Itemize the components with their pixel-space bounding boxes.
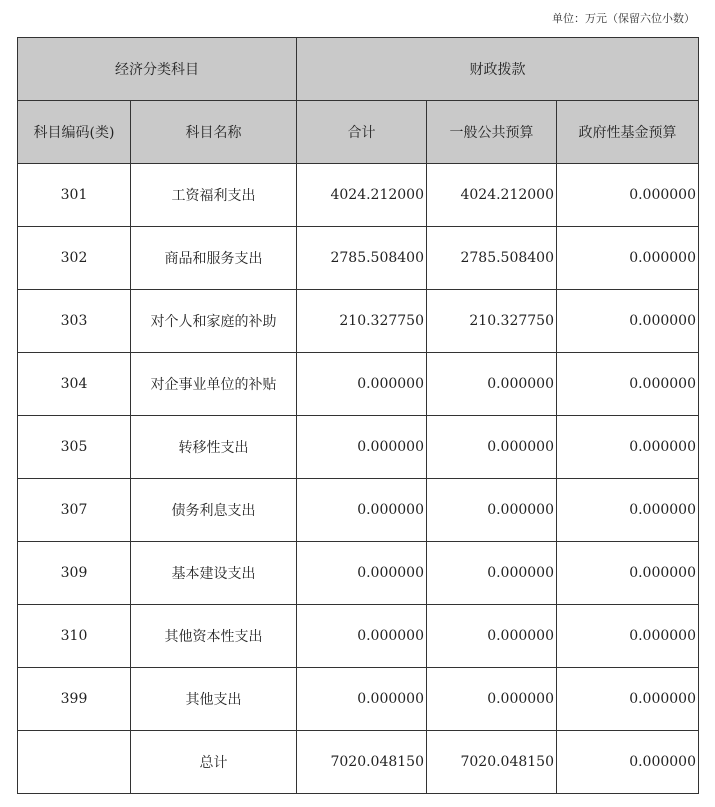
header-column-row — [18, 101, 699, 164]
cell-total: 0.000000 — [297, 353, 427, 416]
cell-fund: 0.000000 — [557, 605, 699, 668]
cell-name: 转移性支出 — [131, 416, 297, 479]
cell-code: 307 — [18, 479, 131, 542]
cell-fund: 0.000000 — [557, 290, 699, 353]
cell-name: 债务利息支出 — [131, 479, 297, 542]
cell-fund: 0.000000 — [557, 668, 699, 731]
cell-fund: 0.000000 — [557, 353, 699, 416]
cell-code: 309 — [18, 542, 131, 605]
cell-name: 商品和服务支出 — [131, 227, 297, 290]
cell-fund: 0.000000 — [557, 416, 699, 479]
cell-general: 2785.508400 — [427, 227, 557, 290]
cell-fund: 0.000000 — [557, 542, 699, 605]
cell-total: 0.000000 — [297, 542, 427, 605]
cell-name: 对企事业单位的补贴 — [131, 353, 297, 416]
summary-name: 总计 — [131, 731, 297, 794]
header-group-row — [18, 38, 699, 101]
table-row — [18, 542, 699, 605]
cell-code: 301 — [18, 164, 131, 227]
summary-fund: 0.000000 — [557, 731, 699, 794]
cell-name: 其他资本性支出 — [131, 605, 297, 668]
header-finance-group: 财政拨款 — [297, 38, 699, 101]
table-row — [18, 290, 699, 353]
cell-name: 工资福利支出 — [131, 164, 297, 227]
cell-total: 0.000000 — [297, 668, 427, 731]
cell-general: 210.327750 — [427, 290, 557, 353]
cell-name: 对个人和家庭的补助 — [131, 290, 297, 353]
cell-fund: 0.000000 — [557, 227, 699, 290]
table-body — [18, 164, 699, 731]
cell-total: 0.000000 — [297, 605, 427, 668]
cell-general: 0.000000 — [427, 542, 557, 605]
header-fund: 政府性基金预算 — [557, 101, 699, 164]
cell-code: 302 — [18, 227, 131, 290]
cell-total: 0.000000 — [297, 479, 427, 542]
summary-total: 7020.048150 — [297, 731, 427, 794]
cell-fund: 0.000000 — [557, 479, 699, 542]
cell-code: 305 — [18, 416, 131, 479]
cell-code: 310 — [18, 605, 131, 668]
table-row — [18, 227, 699, 290]
cell-name: 基本建设支出 — [131, 542, 297, 605]
header-name: 科目名称 — [131, 101, 297, 164]
cell-general: 0.000000 — [427, 353, 557, 416]
cell-general: 0.000000 — [427, 479, 557, 542]
cell-general: 4024.212000 — [427, 164, 557, 227]
cell-name: 其他支出 — [131, 668, 297, 731]
header-code: 科目编码(类) — [18, 101, 131, 164]
header-total: 合计 — [297, 101, 427, 164]
table-row — [18, 479, 699, 542]
cell-total: 4024.212000 — [297, 164, 427, 227]
cell-code: 399 — [18, 668, 131, 731]
table-row — [18, 605, 699, 668]
summary-general: 7020.048150 — [427, 731, 557, 794]
cell-total: 2785.508400 — [297, 227, 427, 290]
cell-code: 304 — [18, 353, 131, 416]
summary-code — [18, 731, 131, 794]
cell-general: 0.000000 — [427, 416, 557, 479]
table-row — [18, 416, 699, 479]
cell-code: 303 — [18, 290, 131, 353]
unit-note: 单位：万元（保留六位小数） — [552, 12, 695, 25]
table-row — [18, 668, 699, 731]
table-row — [18, 164, 699, 227]
table-row — [18, 353, 699, 416]
header-general: 一般公共预算 — [427, 101, 557, 164]
cell-total: 0.000000 — [297, 416, 427, 479]
budget-table — [17, 37, 699, 794]
summary-row — [18, 731, 699, 794]
header-economic-group: 经济分类科目 — [18, 38, 297, 101]
cell-fund: 0.000000 — [557, 164, 699, 227]
cell-general: 0.000000 — [427, 668, 557, 731]
cell-general: 0.000000 — [427, 605, 557, 668]
cell-total: 210.327750 — [297, 290, 427, 353]
